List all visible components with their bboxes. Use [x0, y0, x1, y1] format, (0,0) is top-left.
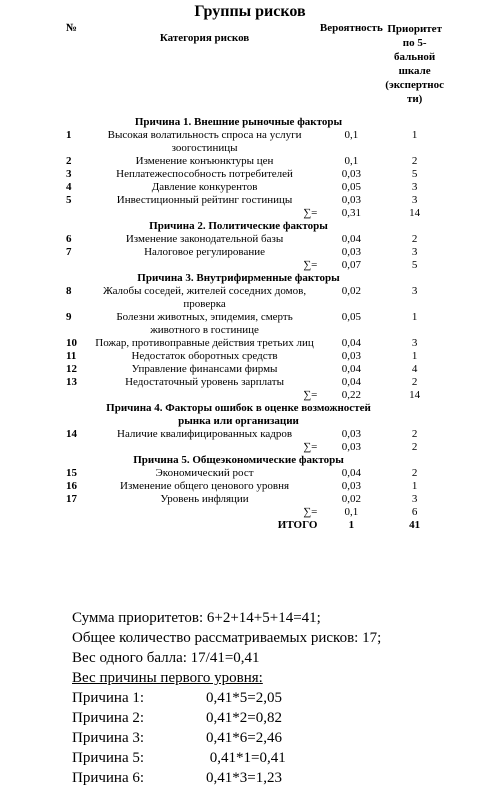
spacer [66, 454, 92, 467]
weight-value: 0,41*1=0,41 [206, 750, 286, 766]
risk-name: Инвестиционный рейтинг гостиницы [116, 194, 293, 206]
total-probability: 1 [348, 519, 355, 531]
group-header-row [66, 116, 444, 129]
sum-probability: 0,31 [341, 207, 361, 219]
sum-priority: 14 [409, 389, 421, 401]
weight-label: Причина 3: [72, 730, 145, 746]
group-header-row [66, 220, 444, 233]
weight-line [72, 728, 381, 748]
spacer [385, 402, 444, 428]
table-row [66, 168, 444, 181]
risk-name: Экономический рост [155, 467, 254, 479]
risk-name: Болезни животных, эпидемия, смерть животного в гостинице [116, 311, 293, 336]
risk-number: 5 [66, 194, 72, 206]
risk-probability: 0,03 [341, 168, 361, 180]
weight-line [72, 708, 381, 728]
group-title: Причина 1. Внешние рыночные факторы [134, 116, 343, 128]
sum-priority: 2 [411, 441, 418, 453]
spacer [66, 506, 92, 519]
priority-sum-line: Сумма приоритетов: 6+2+14+5+14=41; [72, 610, 321, 626]
table-row [66, 493, 444, 506]
table-row [66, 285, 444, 311]
risk-priority: 2 [411, 467, 418, 479]
table-row [66, 246, 444, 259]
header-number: № [66, 22, 78, 34]
risk-probability: 0,02 [341, 493, 361, 505]
risk-number: 8 [66, 285, 72, 297]
page-title: Группы рисков [194, 3, 306, 20]
header-priority [385, 22, 444, 116]
table-row [66, 311, 444, 337]
risk-priority: 5 [411, 168, 418, 180]
sum-label: ∑= [303, 207, 318, 219]
risk-probability: 0,03 [341, 194, 361, 206]
point-weight-line: Вес одного балла: 17/41=0,41 [72, 650, 260, 666]
weights-list [72, 688, 381, 788]
sum-label: ∑= [303, 259, 318, 271]
sum-label: ∑= [303, 389, 318, 401]
total-row [66, 519, 444, 532]
risk-priority: 2 [411, 155, 418, 167]
group-sum-row [66, 441, 444, 454]
header-priority-line: шкале [398, 65, 431, 77]
risk-priority: 3 [411, 337, 418, 349]
risk-number: 2 [66, 155, 72, 167]
group-header-row [66, 402, 444, 428]
sum-priority: 6 [411, 506, 418, 518]
risk-table [66, 22, 444, 532]
risk-name: Управление финансами фирмы [131, 363, 278, 375]
sum-probability: 0,1 [344, 506, 359, 518]
table-row [66, 363, 444, 376]
weight-value: 0,41*2=0,82 [206, 710, 282, 726]
group-sum-row [66, 506, 444, 519]
table-row [66, 480, 444, 493]
spacer [66, 441, 92, 454]
spacer [66, 220, 92, 233]
risk-number: 10 [66, 337, 77, 349]
header-category: Категория рисков [159, 32, 250, 44]
risk-probability: 0,03 [341, 246, 361, 258]
risk-number: 1 [66, 129, 72, 141]
header-priority-line: ти) [406, 93, 423, 105]
risk-number: 15 [66, 467, 77, 479]
group-title: Причина 4. Факторы ошибок в оценке возможностей рынка или организации [106, 402, 371, 427]
spacer [66, 402, 92, 428]
total-priority: 41 [409, 519, 421, 531]
spacer [385, 454, 444, 467]
risk-priority: 1 [411, 129, 418, 141]
risk-number: 16 [66, 480, 77, 492]
group-sum-row [66, 389, 444, 402]
risk-name: Давление конкурентов [151, 181, 258, 193]
risk-name: Недостаток оборотных средств [131, 350, 278, 362]
sum-probability: 0,03 [341, 441, 361, 453]
group-header-row [66, 454, 444, 467]
risk-name: Недостаточный уровень зарплаты [125, 376, 284, 388]
table-row [66, 155, 444, 168]
weight-line [72, 768, 381, 788]
risk-probability: 0,1 [344, 155, 359, 167]
weight-label: Причина 6: [72, 770, 145, 786]
weight-label: Причина 2: [72, 710, 145, 726]
risk-probability: 0,02 [341, 285, 361, 297]
risk-number: 3 [66, 168, 72, 180]
risk-priority: 2 [411, 428, 418, 440]
spacer [385, 220, 444, 233]
spacer [66, 259, 92, 272]
spacer [385, 116, 444, 129]
table-row [66, 194, 444, 207]
group-sum-row [66, 259, 444, 272]
header-priority-line: по 5- [402, 37, 427, 49]
risk-priority: 2 [411, 376, 418, 388]
first-level-weights-heading: Вес причины первого уровня: [72, 670, 263, 686]
spacer [66, 116, 92, 129]
risk-number: 12 [66, 363, 77, 375]
spacer [66, 519, 92, 532]
sum-priority: 5 [411, 259, 418, 271]
risk-number: 7 [66, 246, 72, 258]
risk-probability: 0,05 [341, 181, 361, 193]
risk-number: 11 [66, 350, 77, 362]
risk-number: 6 [66, 233, 72, 245]
table-header-row [66, 22, 444, 116]
weight-value: 0,41*6=2,46 [206, 730, 282, 746]
risk-name: Неплатежеспособность потребителей [116, 168, 293, 180]
spacer [66, 389, 92, 402]
sum-label: ∑= [303, 506, 318, 518]
sum-probability: 0,07 [341, 259, 361, 271]
group-title: Причина 2. Политические факторы [149, 220, 328, 232]
risk-name: Жалобы соседей, жителей соседних домов, проверка [103, 285, 307, 310]
risk-probability: 0,05 [341, 311, 361, 323]
risk-count-line: Общее количество рассматриваемых рисков: 17; [72, 630, 382, 646]
table-row [66, 129, 444, 155]
risk-probability: 0,04 [341, 376, 361, 388]
risk-priority: 3 [411, 493, 418, 505]
risk-name: Наличие квалифицированных кадров [117, 428, 293, 440]
risk-name: Пожар, противоправные действия третьих лиц [95, 337, 314, 349]
sum-probability: 0,22 [341, 389, 361, 401]
risk-priority: 3 [411, 285, 418, 297]
spacer [66, 272, 92, 285]
risk-name: Уровень инфляции [160, 493, 249, 505]
risk-name: Изменение конъюнктуры цен [135, 155, 274, 167]
header-priority-line: бальной [394, 51, 436, 63]
header-probability: Вероятность [319, 22, 383, 34]
risk-table-body [66, 116, 444, 532]
header-priority-line: Приоритет [387, 23, 442, 35]
risk-probability: 0,1 [344, 129, 359, 141]
calculation-notes [72, 608, 381, 788]
group-sum-row [66, 207, 444, 220]
risk-priority: 1 [411, 350, 418, 362]
weight-value: 0,41*5=2,05 [206, 690, 282, 706]
risk-probability: 0,04 [341, 467, 361, 479]
risk-name: Высокая волатильность спроса на услуги зоогостиницы [107, 129, 302, 154]
total-label: ИТОГО [277, 519, 318, 531]
table-row [66, 350, 444, 363]
risk-probability: 0,04 [341, 337, 361, 349]
risk-name: Изменение законодательной базы [125, 233, 284, 245]
header-priority-line: (экспертнос [385, 79, 444, 91]
table-row [66, 467, 444, 480]
risk-priority: 3 [411, 181, 418, 193]
risk-probability: 0,03 [341, 350, 361, 362]
group-title: Причина 5. Общеэкономические факторы [133, 454, 344, 466]
weight-line [72, 688, 381, 708]
risk-priority: 3 [411, 246, 418, 258]
group-title: Причина 3. Внутрифирменные факторы [137, 272, 340, 284]
risk-probability: 0,03 [341, 480, 361, 492]
weight-line [72, 748, 381, 768]
risk-probability: 0,04 [341, 363, 361, 375]
risk-probability: 0,04 [341, 233, 361, 245]
sum-label: ∑= [303, 441, 318, 453]
weight-label: Причина 5: [72, 750, 145, 766]
risk-name: Налоговое регулирование [144, 246, 265, 258]
spacer [385, 272, 444, 285]
group-header-row [66, 272, 444, 285]
risk-priority: 2 [411, 233, 418, 245]
risk-number: 4 [66, 181, 72, 193]
risk-name: Изменение общего ценового уровня [120, 480, 290, 492]
risk-number: 13 [66, 376, 77, 388]
risk-priority: 1 [411, 480, 418, 492]
risk-priority: 1 [411, 311, 418, 323]
table-row [66, 428, 444, 441]
risk-number: 17 [66, 493, 77, 505]
weight-value: 0,41*3=1,23 [206, 770, 282, 786]
table-row [66, 376, 444, 389]
risk-probability: 0,03 [341, 428, 361, 440]
risk-priority: 4 [411, 363, 418, 375]
table-row [66, 181, 444, 194]
table-row [66, 233, 444, 246]
risk-number: 14 [66, 428, 77, 440]
risk-priority: 3 [411, 194, 418, 206]
weight-label: Причина 1: [72, 690, 145, 706]
table-row [66, 337, 444, 350]
risk-number: 9 [66, 311, 72, 323]
spacer [66, 207, 92, 220]
sum-priority: 14 [409, 207, 421, 219]
